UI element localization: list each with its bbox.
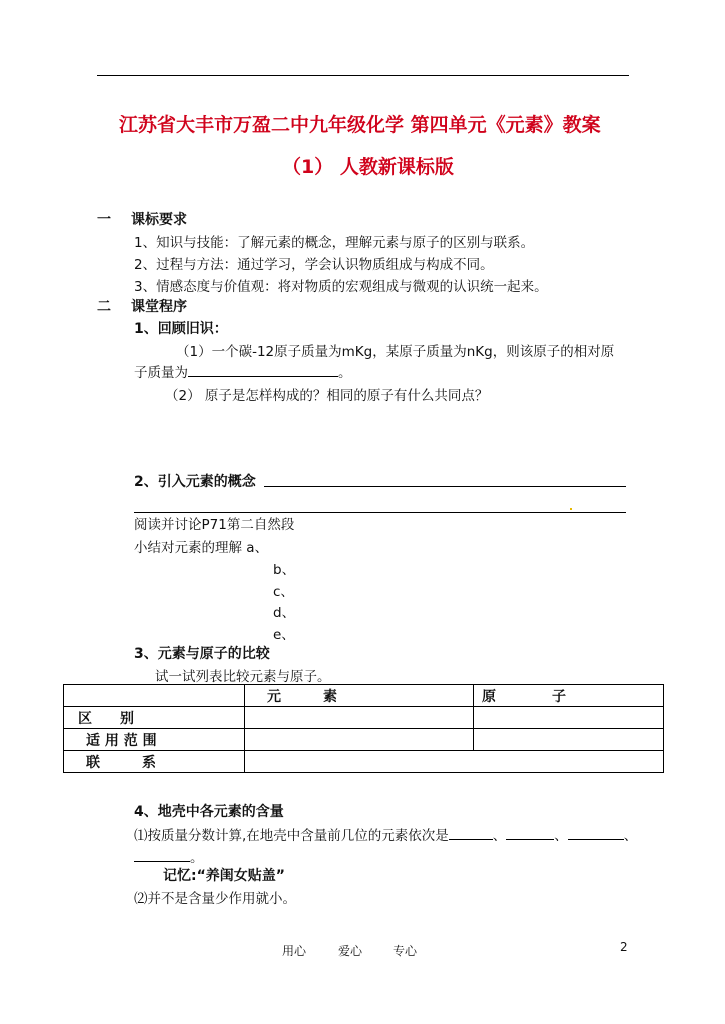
- table-row: [64, 751, 664, 773]
- cell-atom-scope[interactable]: [474, 729, 664, 751]
- header-rule: [97, 75, 629, 76]
- crust-blank-2[interactable]: [506, 825, 554, 840]
- table-row: [64, 707, 664, 729]
- crust-blank-3[interactable]: [568, 825, 624, 840]
- crust-blank-4[interactable]: [134, 847, 190, 862]
- review-question1-prefix: 子质量为: [134, 365, 188, 381]
- crust-heading: 4、地壳中各元素的含量: [134, 804, 284, 820]
- cell-relation[interactable]: [245, 751, 664, 773]
- crust-line1: [134, 824, 637, 844]
- doc-title-line2: （1） 人教新课标版: [282, 156, 454, 178]
- section1-item-3: 3、情感态度与价值观：将对物质的宏观组成与微观的认识统一起来。: [134, 279, 548, 295]
- cell-atom-difference[interactable]: [474, 707, 664, 729]
- table-header-element: 元 素: [245, 685, 474, 707]
- crust-sep-3: 、: [623, 828, 638, 844]
- crust-blank-1[interactable]: [449, 825, 493, 840]
- section1-item-1: 1、知识与技能：了解元素的概念，理解元素与原子的区别与联系。: [134, 235, 535, 251]
- concept-blank-1[interactable]: [264, 486, 626, 487]
- footer-item-3: 专心: [393, 944, 418, 958]
- crust-sep-2: 、: [554, 828, 568, 844]
- cell-element-scope[interactable]: [245, 729, 474, 751]
- crust-line2: ⑵并不是含量少作用就小。: [134, 891, 296, 907]
- footer-item-2: 爱心: [338, 944, 363, 958]
- row-label-relation: 联 系: [64, 751, 245, 773]
- table-header-cell: [64, 685, 245, 707]
- review-question1-line2: [134, 361, 352, 381]
- row-label-scope: 适 用 范 围: [64, 729, 245, 751]
- table-header-row: [64, 685, 664, 707]
- compare-heading: 3、元素与原子的比较: [134, 646, 270, 662]
- concept-point-e: e、: [273, 627, 295, 643]
- compare-intro: 试一试列表比较元素与原子。: [155, 669, 331, 685]
- concept-point-d: d、: [273, 605, 296, 621]
- table-header-atom: 原 子: [474, 685, 664, 707]
- concept-point-b: b、: [273, 562, 296, 578]
- section1-heading: 课标要求: [131, 212, 187, 228]
- review-question1-suffix: 。: [338, 365, 352, 381]
- crust-sep-1: 、: [492, 828, 507, 844]
- crust-line1-text: ⑴按质量分数计算,在地壳中含量前几位的元素依次是: [134, 828, 449, 844]
- comparison-table: [63, 684, 664, 773]
- crust-end: 。: [190, 850, 204, 866]
- footer-item-1: 用心: [282, 944, 307, 958]
- cell-element-difference[interactable]: [245, 707, 474, 729]
- crust-line1-continued: [134, 846, 204, 866]
- page-number: 2: [620, 940, 628, 954]
- concept-heading: 2、引入元素的概念: [134, 474, 256, 490]
- section2-heading: 课堂程序: [131, 299, 187, 315]
- stray-mark: [570, 508, 572, 510]
- concept-summary: 小结对元素的理解 a、: [134, 540, 269, 556]
- doc-title-line1: 江苏省大丰市万盈二中九年级化学 第四单元《元素》教案: [119, 114, 601, 136]
- row-label-difference: 区 别: [64, 707, 245, 729]
- review-heading: 1、回顾旧识：: [134, 321, 228, 337]
- review-question2: （2） 原子是怎样构成的？相同的原子有什么共同点？: [165, 388, 489, 404]
- concept-read: 阅读并讨论P71第二自然段: [134, 517, 295, 533]
- section1-item-2: 2、过程与方法：通过学习，学会认识物质组成与构成不同。: [134, 257, 494, 273]
- concept-point-c: c、: [273, 584, 294, 600]
- review-question1-line1: （1）一个碳-12原子质量为mKg，某原子质量为nKg，则该原子的相对原: [176, 344, 615, 360]
- section1-number: 一: [97, 212, 111, 228]
- crust-memory: 记忆:“养闺女贴盖”: [163, 868, 286, 884]
- section2-number: 二: [97, 299, 111, 315]
- relative-mass-blank[interactable]: [188, 362, 338, 377]
- table-row: [64, 729, 664, 751]
